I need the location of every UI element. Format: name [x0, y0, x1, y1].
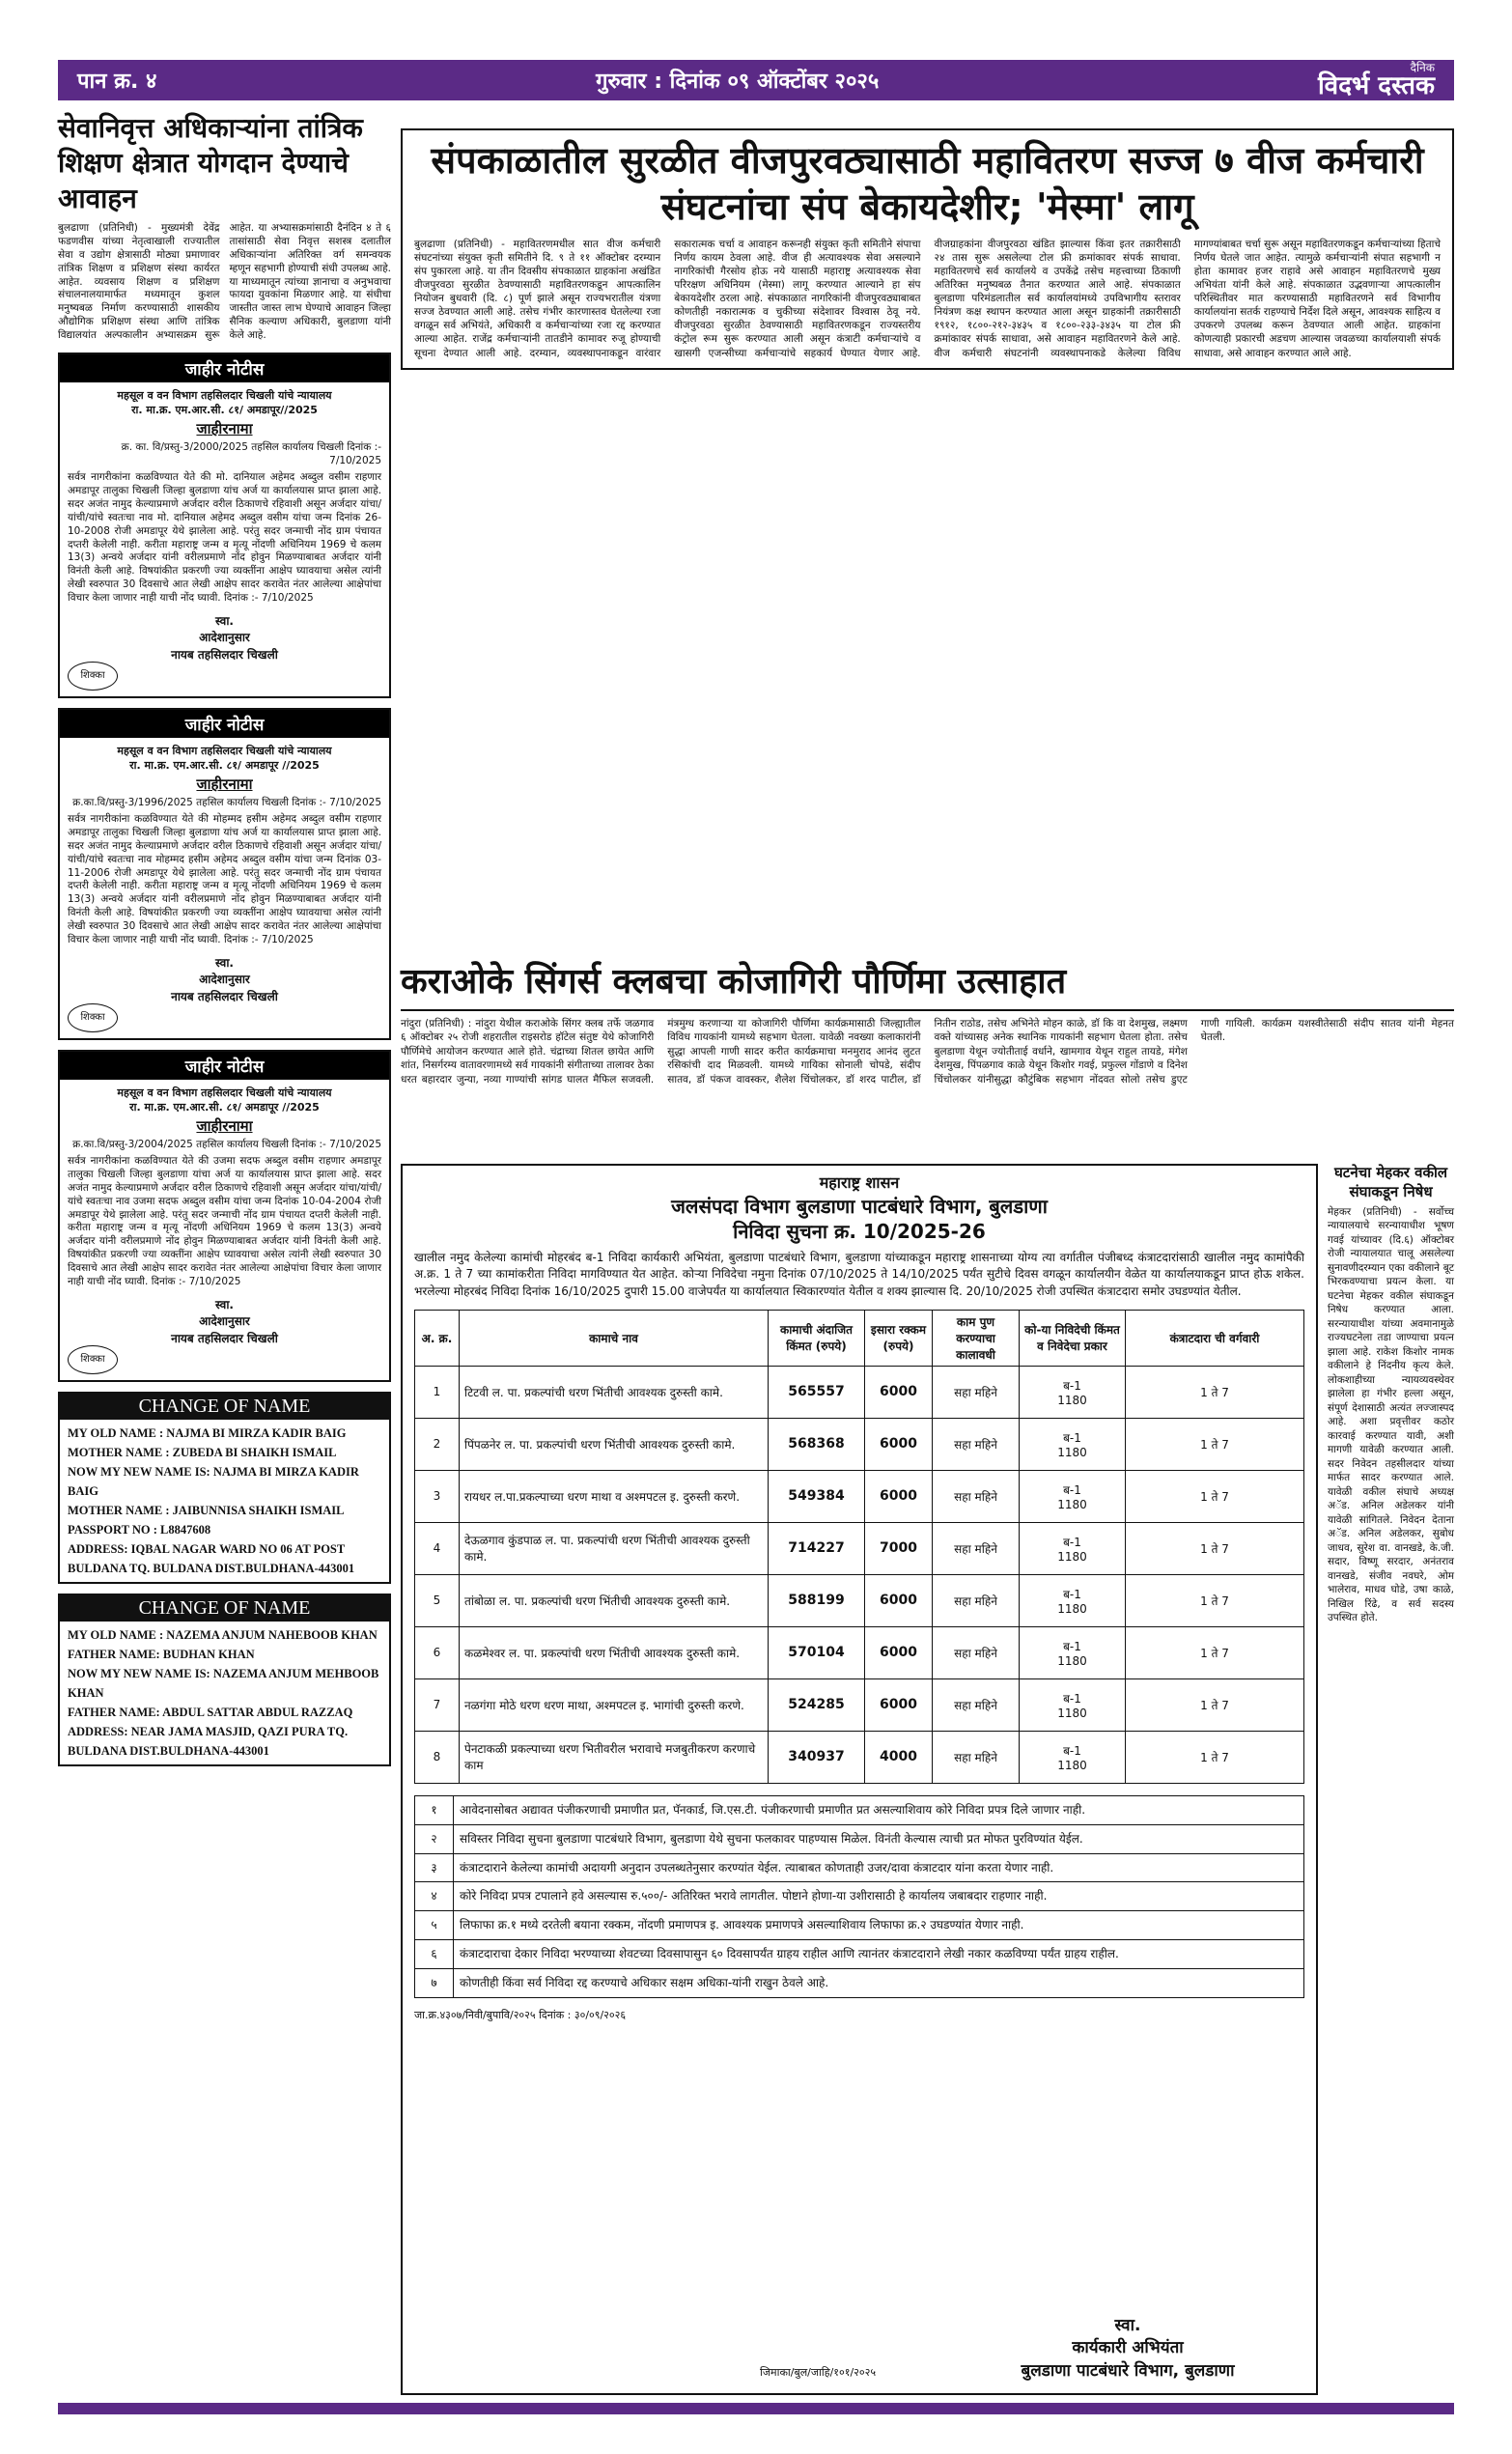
- works-cell: 588199: [769, 1574, 865, 1626]
- public-notice-2: [58, 708, 391, 1040]
- tender-line-b: जलसंपदा विभाग बुलडाणा पाटबंधारे विभाग, बुलडाणा: [671, 1194, 1048, 1218]
- condition-text: कोरे निविदा प्रपत्र टपालाने हवे असल्यास रु.५००/- अतिरिक्त भरावे लागतील. पोष्टाने होणा-या उशीरासाठी हे कार्यालय जबाबदार राहणार नाही.: [454, 1882, 1304, 1911]
- works-table: [414, 1310, 1304, 1784]
- notice-heading: जाहीर नोटीस: [60, 354, 389, 382]
- right-text: मेहकर (प्रतिनिधी) - सर्वोच्च न्यायालयाचे सरन्यायाधीश भूषण गवई यांच्यावर (दि.६) ऑक्टोबर रोजी न्यायालयात चालू असलेल्या सुनावणीदरम्यान एका वकीलाने बूट भिरकवण्याचा प्रयत्न केला. या घटनेचा मेहकर वकील संघाकडून निषेध करण्यात आला. सरन्यायाधीश यांच्या अवमानामुळे राज्यघटनेला तडा जाण्याचा प्रयत्न झाला आहे. राकेश किशोर नामक वकीलाने हे निंदनीय कृत्य केले. लोकशाहीच्या न्यायव्यवस्थेवर झालेला हा गंभीर हल्ला असून, संपूर्ण देशासाठी अत्यंत लज्जास्पद आहे. अशा प्रवृत्तीवर कठोर कारवाई करण्यात यावी, अशी मागणी यावेळी करण्यात आली. सदर निवेदन तहसीलदार यांच्या मार्फत सादर करण्यात आले. यावेळी वकील संघाचे अध्यक्ष अॅड. अनिल अडेलकर यांनी यावेळी सांगितले. निवेदन देताना अॅड. अनिल अडेलकर, सुबोध जाधव, सुरेश वा. वानखडे, के.जी. सदार, विष्णू सरदार, अनंतराव वानखडे, संजीव नवघरे, ओम भालेराव, माधव घोडे, उषा काळे, निखिल रिंढे, व सर्व सदस्य उपस्थित होते.: [1328, 1206, 1454, 1624]
- public-notice-1: [58, 353, 391, 698]
- works-cell: 6000: [865, 1678, 933, 1731]
- left-story-text: बुलढाणा (प्रतिनिधी) - मुख्यमंत्री देवेंद्र फडणवीस यांच्या नेतृत्वाखाली राज्यातील सेवा व उद्योग क्षेत्रासाठी मोठ्या प्रमाणावर तांत्रिक शिक्षण व प्रशिक्षण संस्था कार्यरत आहेत. व्यवसाय शिक्षण व प्रशिक्षण संचालनालयामार्फत मध्यमातून कुशल मनुष्यबळ निर्माण करण्यासाठी शासकीय औद्योगिक प्रशिक्षण संस्था आणि तांत्रिक विद्यालयांत अल्पकालीन अभ्यासक्रम सुरू आहेत. या अभ्यासक्रमांसाठी दैनंदिन ४ ते ६ तासांसाठी सेवा निवृत्त सशस्त्र दलातील अधिकाऱ्यांना अतिरिक्त वर्ग समन्वयक म्हणून सहभागी होण्याची संधी उपलब्ध आहे. या माध्यमातून त्यांच्या ज्ञानाचा व अनुभवाचा फायदा युवकांना मिळणार आहे. या संधीचा जास्तीत जास्त लाभ घेण्याचे आवाहन जिल्हा सैनिक कल्याण अधिकारी, बुलडाणा यांनी केले आहे.: [58, 222, 391, 342]
- condition-number: ६: [415, 1939, 454, 1968]
- works-cell: सहा महिने: [933, 1574, 1020, 1626]
- page-number: पान क्र. ४: [77, 70, 157, 94]
- condition-text: कोणतीही किंवा सर्व निविदा रद्द करण्याचे अधिकार सक्षम अधिका-यांनी राखुन ठेवले आहे.: [454, 1968, 1304, 1997]
- works-cell: पिंपळनेर ल. पा. प्रकल्पांची धरण भिंतीची आवश्यक दुरुस्ती कामे.: [460, 1418, 769, 1470]
- right-column-story: [1328, 1164, 1454, 1625]
- works-row: [415, 1678, 1304, 1731]
- sig-line: आदेशानुसार: [199, 631, 250, 645]
- works-cell: नळगंगा मोठे धरण धरण माथा, अश्मपटल इ. भागांची दुरुस्ती करणे.: [460, 1678, 769, 1731]
- left-column: [58, 111, 391, 2395]
- notice-title: जाहीरनामा: [196, 1116, 253, 1135]
- brand: [1318, 62, 1435, 99]
- condition-number: ५: [415, 1911, 454, 1940]
- change-of-name-2: [58, 1594, 391, 1766]
- works-cell: 2: [415, 1418, 460, 1470]
- works-row: [415, 1470, 1304, 1522]
- con-line: ADDRESS: IQBAL NAGAR WARD NO 06 AT POST BULDANA TQ. BULDANA DIST.BULDHANA-443001: [68, 1541, 355, 1575]
- condition-number: ७: [415, 1968, 454, 1997]
- condition-row: [415, 1911, 1304, 1940]
- condition-text: आवेदनासोबत अद्यावत पंजीकरणाची प्रमाणीत प्रत, पॅनकार्ड, जि.एस.टी. पंजीकरणाची प्रमाणीत प्रत असल्याशिवाय कोरे निविदा प्रपत्र दिले जाणार नाही.: [454, 1795, 1304, 1824]
- works-cell: सहा महिने: [933, 1731, 1020, 1783]
- tender-line-a: महाराष्ट्र शासन: [819, 1173, 900, 1192]
- sign-line: कार्यकारी अभियंता: [1072, 2338, 1184, 2358]
- story2-text: नांदुरा (प्रतिनिधी) : नांदुरा येथील कराओके सिंगर क्लब तर्फे जळगाव ६ ऑक्टोबर २५ रोजी शहरातील राइसरोड हॉटेल संतुष्ट येथे कोजागिरी पौर्णिमेचे आयोजन करण्यात आले होते. चंद्राच्या शितल छायेत आणि शांत, निसर्गरम्य वातावरणामध्ये सर्व गायकांनी संगीताच्या तालावर ठेका धरत बहारदार जुन्या, नव्या गाण्यांची सांगड घालत मैफिल सजवली. मंत्रमुग्ध करणाऱ्या या कोजागिरी पौर्णिमा कार्यक्रमासाठी जिल्ह्यातील विविध गायकांनी यामध्ये सहभाग घेतला. यावेळी नवख्या कलाकारांनी सुद्धा आपली गाणी सादर करीत कार्यक्रमाचा मनमुराद आनंद लुटत रसिकांची दाद मिळवली. यामध्ये गायिका सोनाली चोपडे, संदीप सातव, डॉ पंकज वावस्कर, शैलेश चिंचोलकर, डॉ शरद पाटील, डॉ नितीन राठोड, तसेच अभिनेते मोहन काळे, डॉ कि वा देशमुख, लक्ष्मण वक्ते यांच्यासह अनेक स्थानिक गायकांनी सहभाग घेतला होता. तसेच बुलडाणा येथून ज्योतीताई वर्धाने, खामगाव येथून राहुल तायडे, मंगेश देशमुख, पिंपळगाव काळे येथून किशोर गवई, प्रफुल्ल गोंडाणे व दिनेश चिंचोलकर यांनीसुद्धा कौटुंबिक सहभाग नोंदवत सोलो तसेच डुएट गाणी गायिली. कार्यक्रम यशस्वीतेसाठी संदीप सातव यांनी मेहनत घेतली.: [401, 1018, 1454, 1086]
- condition-number: ४: [415, 1882, 454, 1911]
- works-cell: देऊळगाव कुंडपाळ ल. पा. प्रकल्पांची धरण भिंतीची आवश्यक दुरुस्ती कामे.: [460, 1522, 769, 1574]
- works-cell: 1 ते 7: [1126, 1678, 1304, 1731]
- works-cell: सहा महिने: [933, 1522, 1020, 1574]
- con-line: MY OLD NAME : NAJMA BI MIRZA KADIR BAIG: [68, 1425, 347, 1440]
- works-cell: 4000: [865, 1731, 933, 1783]
- works-cell: सहा महिने: [933, 1470, 1020, 1522]
- con-line: PASSPORT NO : L8847608: [68, 1522, 211, 1537]
- col-header: कामाची अंदाजित किंमत (रुपये): [769, 1310, 865, 1366]
- condition-text: कंत्राटदाराचा देकार निविदा भरण्याच्या शेवटच्या दिवसापासुन ६० दिवसापर्यंत ग्राहय राहील आणि त्यानंतर कंत्राटदाराने लेखी नकार कळविण्या पर्यंत ग्राहय राहील.: [454, 1939, 1304, 1968]
- works-cell: टिटवी ल. पा. प्रकल्पांची धरण भिंतीची आवश्यक दुरुस्ती कामे.: [460, 1366, 769, 1418]
- notice-title: जाहीरनामा: [196, 419, 253, 437]
- notice-ref: क्र.का.वि/प्रस्तु-3/2004/2025 तहसिल कार्यालय चिखली दिनांक :- 7/10/2025: [72, 1138, 381, 1150]
- tender-heading: [414, 1173, 1304, 1244]
- works-cell: 4: [415, 1522, 460, 1574]
- works-cell: 524285: [769, 1678, 865, 1731]
- notice-case: रा. मा.क्र. एम.आर.सी. ८१/ अमडापूर //2025: [129, 759, 320, 773]
- tender-footer-ref2: जिमाका/बुल/जाहि/१०१/२०२५: [760, 2366, 877, 2379]
- notice-case: रा. मा.क्र. एम.आर.सी. ८१/ अमडापूर //2025: [129, 1100, 320, 1114]
- notice-signature: [68, 1297, 381, 1347]
- works-cell: 568368: [769, 1418, 865, 1470]
- notice-signature: [68, 613, 381, 663]
- works-cell: 8: [415, 1731, 460, 1783]
- works-cell: 1 ते 7: [1126, 1574, 1304, 1626]
- lead-text: बुलढाणा (प्रतिनिधी) - महावितरणमधील सात वीज कर्मचारी संघटनांच्या संयुक्त कृती समितीने दि. ९ ते ११ ऑक्टोबर दरम्यान संप पुकारला आहे. या तीन दिवसीय संपकाळात ग्राहकांना अखंडित वीजपुरवठा सुरळीत ठेवण्यासाठी महावितरणकडून आपत्कालिन नियोजन बुधवारी (दि. ८) पूर्ण झाले असून राज्यभरातील यंत्रणा सज्ज ठेवण्यात आली आहे. तसेच गंभीर कारणास्तव घेतलेल्या रजा वगळून सर्व अभियंते, अधिकारी व कर्मचाऱ्यांच्या रजा रद्द करण्यात आल्या आहेत. राजेंद्र कर्मचाऱ्यांनी तातडीने कामावर रुजू होण्याची सूचना देण्यात आली आहे. दरम्यान, व्यवस्थापनाकडून वारंवार सकारात्मक चर्चा व आवाहन करूनही संयुक्त कृती समितीने संपाचा निर्णय कायम ठेवला आहे. वीज ही अत्यावश्यक सेवा असल्याने नागरिकांची गैरसोय होऊ नये यासाठी महाराष्ट्र अत्यावश्यक सेवा परिरक्षण अधिनियम (मेस्मा) लागू करण्यात आल्याने हा संप बेकायदेशीर ठरला आहे. संपकाळात नागरिकांनी वीजपुरवठ्याबाबत कोणतीही नकारात्मक व चुकीच्या संदेशावर विश्वास ठेवू नये. वीजपुरवठा सुरळीत ठेवण्यासाठी महावितरणकडून राज्यस्तरीय कंट्रोल रूम सुरू करण्यात आली असून कंत्राटी कर्मचाऱ्यांचे व खासगी एजन्सीच्या कर्मचाऱ्यांचे सहकार्य घेण्यात येणार आहे. वीजग्राहकांना वीजपुरवठा खंडित झाल्यास किंवा इतर तक्रारीसाठी २४ तास सुरू असलेल्या टोल फ्री क्रमांकावर संपर्क साधावा. महावितरणचे सर्व कार्यालये व उपकेंद्रे तसेच महत्त्वाच्या ठिकाणी अतिरिक्त मनुष्यबळ तैनात करण्यात आले आहे. संपकाळात बुलडाणा परिमंडलातील सर्व कार्यालयांमध्ये उपविभागीय स्तरावर नियंत्रण कक्ष स्थापन करण्यात आला असून ग्राहकांनी तक्रारीसाठी १९१२, १८००-२१२-३४३५ व १८००-२३३-३४३५ या टोल फ्री क्रमांकावर संपर्क साधावा, असे आवाहन महावितरणने केले आहे. वीज कर्मचारी संघटनांनी व्यवस्थापनाकडे केलेल्या विविध मागण्यांबाबत चर्चा सुरू असून महावितरणकडून कर्मचाऱ्यांच्या हिताचे निर्णय घेतले जात आहेत. त्यामुळे कर्मचाऱ्यांनी संपात सहभागी न होता कामावर हजर राहावे असे आवाहन महावितरणचे मुख्य अभियंता यांनी केले आहे. संपकाळात उद्भवणाऱ्या आपत्कालीन परिस्थितीवर मात करण्यासाठी महावितरणने सर्व विभागीय कार्यालयांना सतर्क राहण्याचे निर्देश दिले असून, आवश्यक साहित्य व उपकरणे उपलब्ध करून ठेवण्यात आली आहेत. ग्राहकांना कोणत्याही प्रकारची अडचण आल्यास जवळच्या कार्यालयाशी संपर्क साधावा, असे आवाहन करण्यात आले आहे.: [414, 239, 1441, 359]
- works-cell: ब-1 1180: [1020, 1574, 1126, 1626]
- left-story-title: सेवानिवृत्त अधिकाऱ्यांना तांत्रिक शिक्षण क्षेत्रात योगदान देण्याचे आवाहन: [58, 112, 363, 214]
- tender-intro: खालील नमुद केलेल्या कामांची मोहरबंद ब-1 निविदा कार्यकारी अभियंता, बुलडाणा पाटबंधारे विभाग, बुलडाणा यांच्याकडून महाराष्ट्र शासनाच्या योग्य त्या वर्गातील पंजीबध्द कंत्राटदारांसाठी खालील नमुद कामांपैकी अ.क्र. 1 ते 7 च्या कामांकरीता निविदा मागविण्यात येत आहेत. कोऱ्या निविदेचा नमुना दिनांक 07/10/2025 ते 14/10/2025 पर्यंत सुटीचे दिवस वगळून कार्यालयीन वेळेत या कार्यालयाकडून प्राप्त होऊ शकेल. भरलेल्या मोहरबंद निविदा दिनांक 16/10/2025 दुपारी 15.00 वाजेपर्यंत या कार्यालयात स्विकारण्यांत येतील व शक्य झाल्यास दि. 20/10/2025 रोजी उपस्थित कंत्राटदारा समोर उघडण्यांत येतील.: [414, 1250, 1304, 1298]
- stamp-seal: शिक्का: [68, 662, 118, 691]
- sig-line: स्वा.: [214, 613, 234, 628]
- condition-text: सविस्तर निविदा सुचना बुलडाणा पाटबंधारे विभाग, बुलडाणा येथे सुचना फलकावर पाहण्यास मिळेल. विनंती केल्यास त्याची प्रत मोफत पुरविण्यांत येईल.: [454, 1824, 1304, 1853]
- sig-line: स्वा.: [214, 1297, 234, 1312]
- notice-court: महसूल व वन विभाग तहसिलदार चिखली यांचे न्यायालय: [117, 745, 332, 758]
- works-cell: ब-1 1180: [1020, 1522, 1126, 1574]
- tender-signature: [968, 2315, 1287, 2383]
- works-cell: 1 ते 7: [1126, 1626, 1304, 1678]
- col-header: अ. क्र.: [415, 1310, 460, 1366]
- con-line: MY OLD NAME : NAZEMA ANJUM NAHEBOOB KHAN: [68, 1627, 378, 1642]
- works-cell: सहा महिने: [933, 1678, 1020, 1731]
- works-cell: 1 ते 7: [1126, 1731, 1304, 1783]
- tender-notice: [401, 1164, 1318, 2395]
- works-row: [415, 1626, 1304, 1678]
- tender-footer-ref: जा.क्र.४३०७/निवी/बुपावि/२०२५ दिनांक : ३०/०९/२०२६: [414, 2008, 627, 2021]
- sig-line: नायब तहसिलदार चिखली: [171, 647, 278, 662]
- works-cell: 549384: [769, 1470, 865, 1522]
- change-of-name-1: [58, 1392, 391, 1584]
- works-cell: ब-1 1180: [1020, 1626, 1126, 1678]
- works-cell: 1 ते 7: [1126, 1366, 1304, 1418]
- works-cell: कळमेश्वर ल. पा. प्रकल्पांची धरण भिंतीची आवश्यक दुरुस्ती कामे.: [460, 1626, 769, 1678]
- change-of-name-heading: CHANGE OF NAME: [60, 1595, 389, 1622]
- condition-row: [415, 1853, 1304, 1882]
- condition-row: [415, 1968, 1304, 1997]
- col-header: काम पुण करण्याचा कालावधी: [933, 1310, 1020, 1366]
- notice-heading: जाहीर नोटीस: [60, 710, 389, 738]
- works-cell: 6000: [865, 1418, 933, 1470]
- condition-number: १: [415, 1795, 454, 1824]
- works-cell: सहा महिने: [933, 1418, 1020, 1470]
- lead-story: [401, 128, 1454, 370]
- col-header: कामाचे नाव: [460, 1310, 769, 1366]
- works-cell: 7: [415, 1678, 460, 1731]
- sig-line: स्वा.: [214, 955, 234, 970]
- works-cell: ब-1 1180: [1020, 1678, 1126, 1731]
- works-cell: 6000: [865, 1470, 933, 1522]
- works-row: [415, 1574, 1304, 1626]
- col-header: इसारा रक्कम (रुपये): [865, 1310, 933, 1366]
- notice-body: सर्वत्र नागरीकांना कळविण्यात येते की उजमा सदफ अब्दुल वसीम राहणार अमडापूर तालुका चिखली जिल्हा बुलडाणा यांचा अर्ज या कार्यालयास प्राप्त झाला आहे. सदर अजंत नामुद केल्याप्रमाणे अर्जदार वरील ठिकाणचे रहिवाशी असून अर्जदार यांचा/यांची/यांचे स्वतःचा नाव उजमा सदफ अब्दुल वसीम यांचा जन्म दिनांक 10-04-2004 रोजी अमडापूर येथे झालेला आहे. परंतु सदर जन्माची नोंद ग्राम पंचायत दप्तरी केलेली नाही. करीता महाराष्ट्र जन्म व मृत्यू नोंदणी अधिनियम 1969 चे कलम 13(3) अन्वये अर्जदार यांनी वरीलप्रमाणे नोंद होवुन मिळण्याबाबत अर्जदार यांनी विनंती केली आहे. विषयांकीत प्रकरणी ज्या व्यक्तींना आक्षेप घ्यावयाचा असेल त्यांनी लेखी स्वरुपात 30 दिवसाचे आत लेखी आक्षेप सादर करावेत नंतर आलेल्या आक्षेपांचा विचार केला जाणार नाही याची नोंद घ्यावी. दिनांक :- 7/10/2025: [68, 1155, 381, 1287]
- works-cell: 6000: [865, 1626, 933, 1678]
- lead-headline: संपकाळातील सुरळीत वीजपुरवठ्यासाठी महावितरण सज्ज ७ वीज कर्मचारी संघटनांचा संप बेकायदेशीर; 'मेस्मा' लागू: [431, 139, 1424, 228]
- con-line: MOTHER NAME : ZUBEDA BI SHAIKH ISMAIL: [68, 1445, 337, 1459]
- condition-row: [415, 1795, 1304, 1824]
- masthead-bar: [58, 60, 1454, 100]
- notice-court: महसूल व वन विभाग तहसिलदार चिखली यांचे न्यायालय: [117, 1086, 332, 1099]
- sign-line: बुलडाणा पाटबंधारे विभाग, बुलडाणा: [1021, 2361, 1235, 2382]
- works-cell: 6000: [865, 1574, 933, 1626]
- sig-line: आदेशानुसार: [199, 1314, 250, 1329]
- notice-signature: [68, 955, 381, 1005]
- works-cell: 1: [415, 1366, 460, 1418]
- works-cell: पेनटाकळी प्रकल्पाच्या धरण भितीवरील भरावाचे मजबुतीकरण करणाचे काम: [460, 1731, 769, 1783]
- works-cell: 7000: [865, 1522, 933, 1574]
- works-row: [415, 1418, 1304, 1470]
- sig-line: नायब तहसिलदार चिखली: [171, 989, 278, 1003]
- condition-row: [415, 1824, 1304, 1853]
- works-cell: रायधर ल.पा.प्रकल्पाच्या धरण माथा व अश्मपटल इ. दुरुस्ती करणे.: [460, 1470, 769, 1522]
- col-header: कंत्राटदारा ची वर्गवारी: [1126, 1310, 1304, 1366]
- notice-body: सर्वत्र नागरीकांना कळविण्यात येते की मो. दानियाल अहेमद अब्दुल वसीम राहणार अमडापूर तालुका चिखली जिल्हा बुलडाणा यांच अर्ज या कार्यालयास प्राप्त झाला आहे. सदर अजंत नामुद केल्याप्रमाणे अर्जदार वरील ठिकाणचे रहिवाशी असून अर्जदार यांचा/यांची/यांचे स्वतःचा नाव मो. दानियाल अहेमद अब्दुल वसीम यांचा जन्म दिनांक 26-10-2008 रोजी अमडापूर येथे झालेला आहे. परंतु सदर जन्माची नोंद ग्राम पंचायत दप्तरी केलेली नाही. करीता महाराष्ट्र जन्म व मृत्यू नोंदणी अधिनियम 1969 चे कलम 13(3) अन्वये अर्जदार यांनी वरीलप्रमाणे नोंद होवुन मिळण्याबाबत अर्जदार यांनी विनंती केली आहे. विषयांकीत प्रकरणी ज्या व्यक्तींना आक्षेप घ्यावयाचा असेल त्यांनी लेखी स्वरुपात 30 दिवसाचे आत लेखी आक्षेप सादर करावेत नंतर आलेल्या आक्षेपांचा विचार केला जाणार नाही याची नोंद घ्यावी. दिनांक :- 7/10/2025: [68, 471, 381, 604]
- works-cell: ब-1 1180: [1020, 1470, 1126, 1522]
- works-cell: 3: [415, 1470, 460, 1522]
- works-cell: 565557: [769, 1366, 865, 1418]
- works-cell: सहा महिने: [933, 1366, 1020, 1418]
- works-cell: 6000: [865, 1366, 933, 1418]
- conditions-table: [414, 1795, 1304, 1998]
- change-of-name-heading: CHANGE OF NAME: [60, 1394, 389, 1420]
- brand-name: विदर्भ दस्तक: [1317, 71, 1435, 100]
- works-cell: ब-1 1180: [1020, 1731, 1126, 1783]
- works-cell: 1 ते 7: [1126, 1418, 1304, 1470]
- works-row: [415, 1522, 1304, 1574]
- sign-line: स्वा.: [1114, 2315, 1141, 2335]
- notice-ref: क्र. का. वि/प्रस्तु-3/2000/2025 तहसिल कार्यालय चिखली दिनांक :- 7/10/2025: [121, 440, 381, 467]
- works-cell: ब-1 1180: [1020, 1366, 1126, 1418]
- notice-title: जाहीरनामा: [196, 776, 253, 794]
- tender-line-c: निविदा सुचना क्र. 10/2025-26: [733, 1219, 986, 1243]
- works-header-row: [415, 1310, 1304, 1366]
- public-notice-3: [58, 1050, 391, 1382]
- works-cell: 5: [415, 1574, 460, 1626]
- works-cell: 570104: [769, 1626, 865, 1678]
- con-line: FATHER NAME: BUDHAN KHAN: [68, 1647, 255, 1661]
- con-line: NOW MY NEW NAME IS: NAJMA BI MIRZA KADIR BAIG: [68, 1464, 359, 1498]
- condition-row: [415, 1939, 1304, 1968]
- stamp-seal: शिक्का: [68, 1345, 118, 1374]
- works-cell: सहा महिने: [933, 1626, 1020, 1678]
- issue-date: गुरुवार : दिनांक ०९ ऑक्टोंबर २०२५: [596, 70, 880, 94]
- notice-court: महसूल व वन विभाग तहसिलदार चिखली यांचे न्यायालय: [117, 388, 332, 402]
- condition-number: २: [415, 1824, 454, 1853]
- karaoke-story: [401, 956, 1454, 1086]
- col-header: को-या निविदेची किंमत व निवेदेचा प्रकार: [1020, 1310, 1126, 1366]
- con-line: NOW MY NEW NAME IS: NAZEMA ANJUM MEHBOOB KHAN: [68, 1666, 379, 1700]
- con-line: FATHER NAME: ABDUL SATTAR ABDUL RAZZAQ: [68, 1705, 353, 1719]
- works-cell: ब-1 1180: [1020, 1418, 1126, 1470]
- con-line: MOTHER NAME : JAIBUNNISA SHAIKH ISMAIL: [68, 1503, 345, 1517]
- condition-number: ३: [415, 1853, 454, 1882]
- works-cell: 340937: [769, 1731, 865, 1783]
- works-cell: 6: [415, 1626, 460, 1678]
- works-cell: 1 ते 7: [1126, 1522, 1304, 1574]
- notice-body: सर्वत्र नागरीकांना कळविण्यात येते की मोहम्मद हसीम अहेमद अब्दुल वसीम राहणार अमडापूर तालुका चिखली जिल्हा बुलडाणा यांच अर्ज या कार्यालयास प्राप्त झाला आहे. सदर अजंत नामुद केल्याप्रमाणे अर्जदार वरील ठिकाणचे रहिवाशी असून अर्जदार यांचा/यांची/यांचे स्वतःचा नाव मोहम्मद हसीम अहेमद अब्दुल वसीम यांचा जन्म दिनांक 03-11-2006 रोजी अमडापूर येथे झालेला आहे. परंतु सदर जन्माची नोंद ग्राम पंचायत दप्तरी केलेली नाही. करीता महाराष्ट्र जन्म व मृत्यू नोंदणी अधिनियम 1969 चे कलम 13(3) अन्वये अर्जदार यांनी वरीलप्रमाणे नोंद होवुन मिळण्याबाबत अर्जदार यांनी विनंती केली आहे. विषयांकीत प्रकरणी ज्या व्यक्तींना आक्षेप घ्यावयाचा असेल त्यांनी लेखी स्वरुपात 30 दिवसाचे आत लेखी आक्षेप सादर करावेत नंतर आलेल्या आक्षेपांचा विचार केला जाणार नाही याची नोंद घ्यावी. दिनांक :- 7/10/2025: [68, 813, 381, 945]
- right-headline: घटनेचा मेहकर वकील संघाकडून निषेध: [1333, 1164, 1448, 1200]
- notice-case: रा. मा.क्र. एम.आर.सी. ८१/ अमडापूर//2025: [131, 403, 318, 416]
- sig-line: नायब तहसिलदार चिखली: [171, 1331, 278, 1345]
- works-row: [415, 1731, 1304, 1783]
- notice-ref: क्र.का.वि/प्रस्तु-3/1996/2025 तहसिल कार्यालय चिखली दिनांक :- 7/10/2025: [72, 797, 381, 809]
- notice-heading: जाहीर नोटीस: [60, 1052, 389, 1080]
- works-cell: तांबोळा ल. पा. प्रकल्पांची धरण भिंतीची आवश्यक दुरुस्ती कामे.: [460, 1574, 769, 1626]
- condition-text: लिफाफा क्र.१ मध्ये दरतेली बयाना रक्कम, नोंदणी प्रमाणपत्र इ. आवश्यक प्रमाणपत्रे असल्याशिवाय लिफाफा क्र.२ उघडण्यांत येणार नाही.: [454, 1911, 1304, 1940]
- footer-bar: [58, 2403, 1454, 2414]
- works-row: [415, 1366, 1304, 1418]
- condition-row: [415, 1882, 1304, 1911]
- condition-text: कंत्राटदाराने केलेल्या कामांची अदायगी अनुदान उपलब्धतेनुसार करण्यांत येईल. त्याबाबत कोणताही उजर/दावा कंत्राटदार यांना करता येणार नाही.: [454, 1853, 1304, 1882]
- con-line: ADDRESS: NEAR JAMA MASJID, QAZI PURA TQ. BULDANA DIST.BULDHANA-443001: [68, 1724, 349, 1758]
- works-cell: 1 ते 7: [1126, 1470, 1304, 1522]
- works-cell: 714227: [769, 1522, 865, 1574]
- story2-headline: कराओके सिंगर्स क्लबचा कोजागिरी पौर्णिमा उत्साहात: [401, 956, 1454, 1011]
- sig-line: आदेशानुसार: [199, 973, 250, 987]
- brand-small: दैनिक: [1410, 61, 1435, 74]
- stamp-seal: शिक्का: [68, 1003, 118, 1032]
